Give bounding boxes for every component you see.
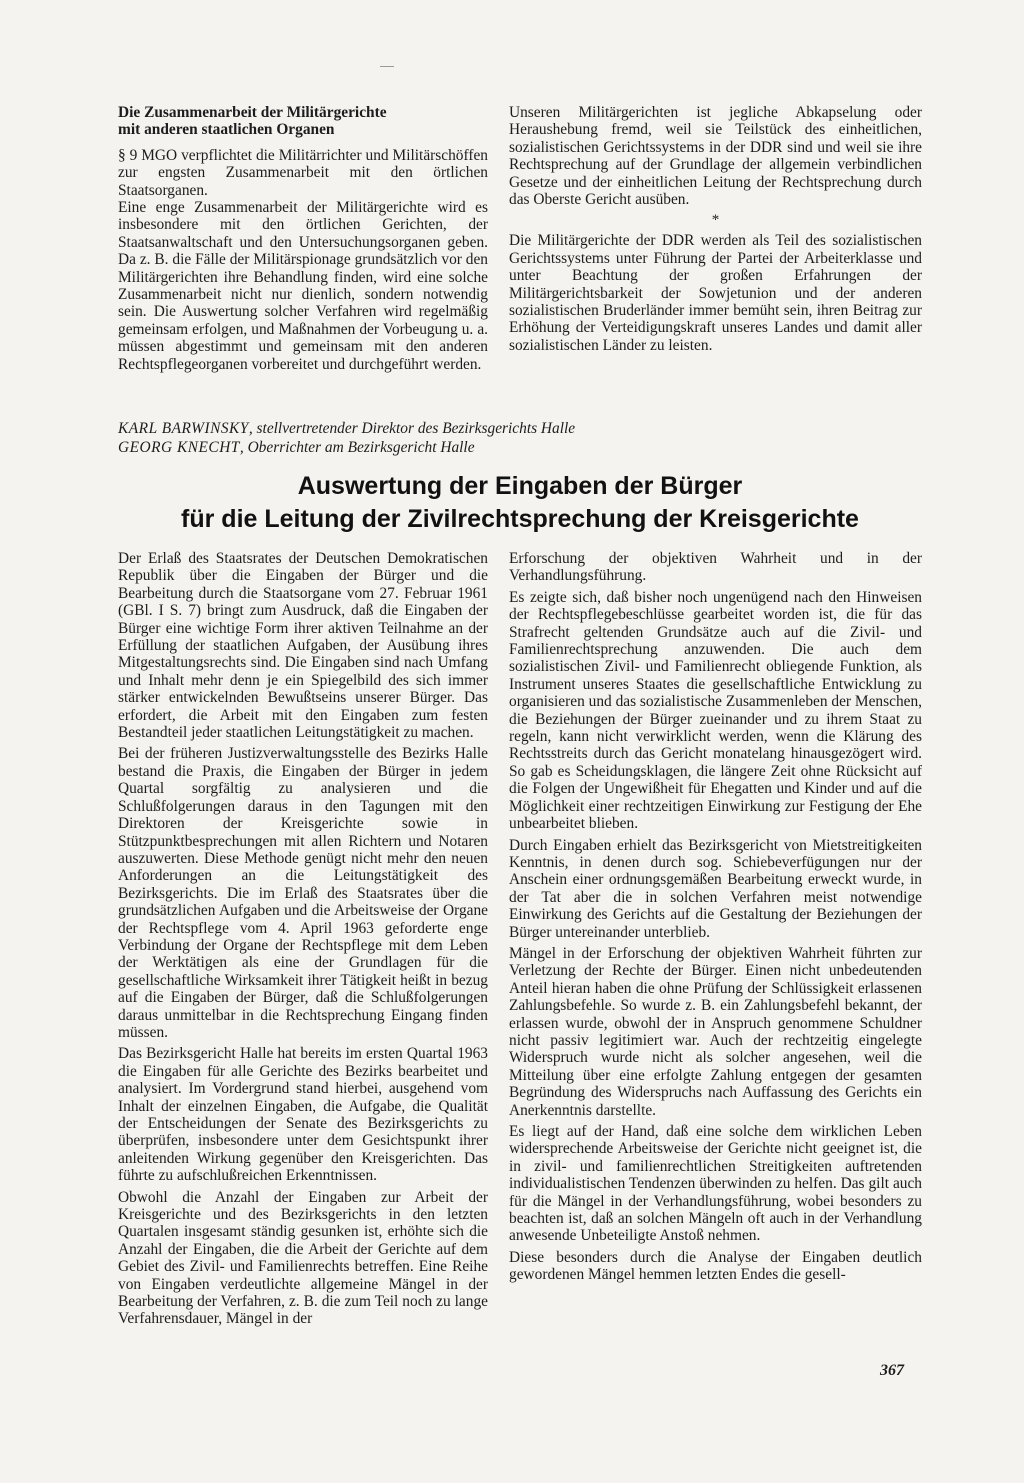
paragraph: Die Militärgerichte der DDR werden als Teil des sozialistischen Gerichtssystems unter Führung der Partei der Arbeiterklasse und unter Beachtung der großen Erfahrungen der Militärgerichtsbarkeit der Sowjetunion und der anderen sozialistischen Bruderländer immer bemüht sein, ihren Beitrag zur Erhöhung der Verteidigungskraft unseres Landes und damit aller sozialistischen Länder zu leisten. (509, 232, 922, 354)
paragraph: Es zeigte sich, daß bisher noch ungenügend nach den Hinweisen der Rechtspflegebeschlüsse gearbeitet worden ist, die für das Strafrecht geltenden Grundsätze auch auf die Zivil- und Familienrechtsprechung anzuwenden. Die auch dem sozialistischen Zivil- und Familienrecht obliegende Funktion, als Instrument unseres Staates die gesellschaftliche Entwicklung zu organisieren und das sozialistische Zusammenleben der Menschen, die Beziehungen der Bürger zueinander und zu ihrem Staat zu regeln, kann nicht verwirklicht werden, wenn die Klärung des Rechtsstreits durch das Gericht monatelang hinausgezögert wird. So gab es Scheidungsklagen, die längere Zeit ohne Rücksicht auf die Folgen der Ungewißheit für Ehegatten und Kinder und auf die Möglichkeit einer rechtzeitigen Einwirkung zur Festigung der Ehe unbearbeitet blieben. (509, 588, 923, 833)
page-number: 367 (880, 1362, 904, 1379)
author-line (118, 419, 938, 438)
paragraph: Diese besonders durch die Analyse der Eingaben deutlich gewordenen Mängel hemmen letzten Endes die gesell- (509, 1248, 922, 1284)
author-line (118, 438, 938, 457)
previous-article-right-column (509, 104, 922, 354)
paragraph: Es liegt auf der Hand, daß eine solche dem wirklichen Leben widersprechende Arbeitsweise der Gerichte nicht geeignet ist, die in zivil- und familienrechtlichen Streitigkeiten auftretenden individualistischen Tendenzen überwinden zu helfen. Das gilt auch für die Mängel in der Verhandlungsführung, wobei besonders zu beachten ist, daß an solchen Mängeln oft auch in der Verhandlung anwesende Unbeteiligte Anstoß nehmen. (509, 1123, 922, 1245)
scan-mark (380, 66, 394, 67)
section-heading (118, 104, 488, 139)
article-right-column (509, 550, 922, 1288)
section-heading-line: Die Zusammenarbeit der Militärgerichte (118, 104, 387, 121)
article-title-line: für die Leitung der Zivilrechtsprechung der Kreisgerichte (181, 505, 859, 533)
paragraph: § 9 MGO verpflichtet die Militärrichter und Militärschöffen zur engsten Zusammenarbeit mit den örtlichen Staatsorganen. (118, 146, 488, 199)
paragraph: Mängel in der Erforschung der objektiven Wahrheit führten zur Verletzung der Rechte der Bürger. Einen nicht unbedeutenden Anteil hieran haben die ohne Prüfung der Schlüssigkeit erlassenen Zahlungsbefehle. So wurde z. B. ein Zahlungsbefehl bekannt, der erlassen wurde, obwohl der in Anspruch genommene Schuldner nicht passiv legitimiert war. Auch der rechtzeitig eingelegte Widerspruch wurde nicht als solcher angesehen, weil die Mitteilung über eine erfolgte Zahlung entgegen der gesamten Begründung des Widerspruchs nach Auffassung des Gerichts ein Anerkenntnis darstellte. (509, 944, 922, 1119)
paragraph: Bei der früheren Justizverwaltungsstelle des Bezirks Halle bestand die Praxis, die Eingaben der Bürger in jedem Quartal sorgfältig zu analysieren und die Schlußfolgerungen daraus in den Tagungen mit den Direktoren der Kreisgerichte sowie in Stützpunktbesprechungen mit allen Richtern und Notaren auszuwerten. Diese Methode genügt nicht mehr den neuen Anforderungen an die Leitungstätigkeit des Bezirksgerichts. Die im Erlaß des Staatsrates über die grundsätzlichen Aufgaben und die Arbeitsweise der Organe der Rechtspflege vom 4. April 1963 geforderte enge Verbindung der Organe der Rechtspflege mit dem Leben der Werktätigen als eine der Grundlagen für die gesellschaftliche Wirksamkeit ihrer Tätigkeit heißt in bezug auf die Eingaben der Bürger, daß die Schlußfolgerungen daraus unmittelbar in die Rechtsprechung Eingang finden müssen. (118, 745, 488, 1041)
author-role: , stellvertretender Direktor des Bezirksgerichts Halle (248, 420, 576, 437)
article-authors (118, 419, 938, 457)
paragraph: Obwohl die Anzahl der Eingaben zur Arbeit der Kreisgerichte und des Bezirksgerichts in den letzten Quartalen insgesamt ständig gesunken ist, erhöhte sich die Anzahl der Eingaben, die die Arbeit der Gerichte auf dem Gebiet des Zivil- und Familienrechts betreffen. Eine Reihe von Eingaben verdeutlichte allgemeine Mängel in der Bearbeitung der Verfahren, z. B. die zum Teil noch zu lange Verfahrensdauer, Mängel in der (118, 1188, 488, 1328)
article-title (118, 470, 922, 536)
paragraph: Erforschung der objektiven Wahrheit und in der Verhandlungsführung. (509, 550, 922, 585)
previous-article-left-column (118, 104, 488, 373)
paragraph: Durch Eingaben erhielt das Bezirksgericht von Mietstreitigkeiten Kenntnis, in denen durch sog. Schiebeverfügungen nur der Anschein einer ordnungsgemäßen Bearbeitung erweckt wurde, in der Tat aber die in solchen Verfahren meist notwendige Einwirkung des Gerichts auf die Gestaltung der Beziehungen der Bürger untereinander unterblieb. (509, 836, 922, 941)
author-role: , Oberrichter am Bezirksgericht Halle (239, 439, 475, 456)
author-name: GEORG KNECHT (118, 439, 240, 456)
article-title-line: Auswertung der Eingaben der Bürger (297, 472, 743, 500)
paragraph: Eine enge Zusammenarbeit der Militärgerichte wird es insbesondere mit den örtlichen Gerichten, der Staatsanwaltschaft und den Untersuchungsorganen geben. Da z. B. die Fälle der Militärspionage grundsätzlich vor den Militärgerichten ihre Behandlung finden, wird eine solche Zusammenarbeit nicht nur dienlich, sondern notwendig sein. Die Auswertung solcher Verfahren wird regelmäßig gemeinsam erfolgen, und Maßnahmen der Vorbeugung u. a. müssen abgestimmt und gemeinsam mit den anderen Rechtspflegeorganen vorbereitet und durchgeführt werden. (118, 199, 488, 373)
paragraph: Unseren Militärgerichten ist jegliche Abkapselung oder Heraushebung fremd, weil sie Teilstück des einheitlichen, sozialistischen Gerichtssystems in der DDR sind und weil sie ihre Rechtsprechung auf der Grundlage der allgemein verbindlichen Gesetze und der einheitlichen Leitung der Rechtsprechung durch das Oberste Gericht ausüben. (509, 104, 922, 209)
paragraph: Das Bezirksgericht Halle hat bereits im ersten Quartal 1963 die Eingaben für alle Gerichte des Bezirks bearbeitet und analysiert. Im Vordergrund stand hierbei, ausgehend vom Inhalt der einzelnen Eingaben, die Aufgabe, die Qualität der Entscheidungen der Senate des Bezirksgerichts zu überprüfen, insbesondere unter dem Gesichtspunkt ihrer anleitenden Wirkung gegenüber den Kreisgerichten. Das führte zu aufschlußreichen Erkenntnissen. (118, 1045, 488, 1185)
article-left-column (118, 550, 488, 1332)
section-separator: * (711, 212, 720, 229)
author-name: KARL BARWINSKY (118, 420, 249, 437)
paragraph: Der Erlaß des Staatsrates der Deutschen Demokratischen Republik über die Eingaben der Bürger und die Bearbeitung durch die Staatsorgane vom 27. Februar 1961 (GBl. I S. 7) bringt zum Ausdruck, daß die Eingaben der Bürger eine wichtige Form ihrer aktiven Teilnahme an der Erfüllung der staatlichen Aufgaben, der Ausübung ihres Mitgestaltungsrechts sind. Die Eingaben sind nach Umfang und Inhalt mehr denn je ein Spiegelbild des sich immer stärker entwickelnden Bewußtseins unserer Bürger. Das erfordert, die Arbeit mit den Eingaben zum festen Bestandteil jeder staatlichen Leitungstätigkeit zu machen. (118, 550, 488, 742)
section-heading-line: mit anderen staatlichen Organen (118, 121, 335, 139)
